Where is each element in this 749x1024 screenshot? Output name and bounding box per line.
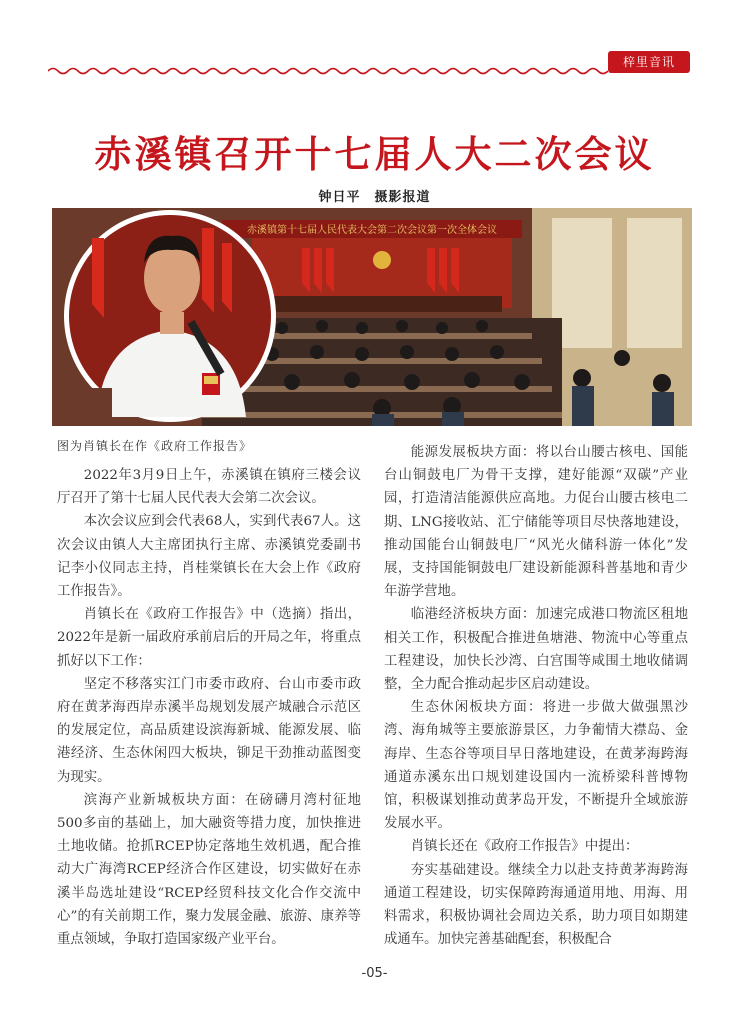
paragraph: 滨海产业新城板块方面：在磅礴月湾村征地500多亩的基础上，加大融资等措力度，加快推进土地收储。抢抓RCEP协定落地生效机遇，配合推动大广海湾RCEP经济合作区建设，切实做好在赤溪半岛选址建设“RCEP经贸科技文化合作交流中心”的有关前期工作，聚力发展金融、旅游、康养等重点领域，争取打造国家级产业平台。 (57, 792, 361, 948)
article-right-column (384, 441, 688, 951)
paragraph: 坚定不移落实江门市委市政府、台山市委市政府在黄茅海西岸赤溪半岛规划发展产城融合示范区的发展定位，高品质建设滨海新城、能源发展、临港经济、生态休闲四大板块，铆足干劲推动蓝图变为现实。 (57, 676, 361, 785)
article-byline: 钟日平 摄影报道 (318, 190, 431, 205)
article-left-column (57, 464, 361, 951)
article-title: 赤溪镇召开十七届人大二次会议 (94, 132, 655, 176)
paragraph: 肖镇长还在《政府工作报告》中提出： (410, 839, 639, 855)
paragraph: 2022年3月9日上午，赤溪镇在镇府三楼会议厅召开了第十七届人民代表大会第二次会议。 (57, 468, 361, 507)
paragraph: 本次会议应到会代表68人，实到代表67人。这次会议由镇人大主席团执行主席、赤溪镇党委副书记李小仪同志主持，肖桂棠镇长在大会上作《政府工作报告》。 (57, 514, 361, 600)
paragraph: 生态休闲板块方面：将进一步做大做强黑沙湾、海角城等主要旅游景区，力争葡情大襟岛、金海岸、生态谷等项目早日落地建设，在黄茅海跨海通道赤溪东出口规划建设国内一流桥梁科普博物馆，积极谋划推动黄茅岛开发，不断提升全域旅游发展水平。 (384, 700, 688, 832)
paragraph: 能源发展板块方面：将以台山腰古核电、国能台山铜鼓电厂为骨干支撑，建好能源“双碳”产业园，打造清洁能源供应高地。力促台山腰古核电二期、LNG接收站、汇宁储能等项目尽快落地建设，推动国能台山铜鼓电厂“风光火储科游一体化”发展，支持国能铜鼓电厂建设新能源科普基地和青少年游学营地。 (384, 445, 688, 600)
section-tag: 梓里音讯 (608, 51, 690, 73)
header-wave-divider (48, 66, 608, 76)
page-number: -05- (361, 966, 388, 981)
paragraph: 夯实基础建设。继续全力以赴支持黄茅海跨海通道工程建设，切实保障跨海通道用地、用海、用料需求，积极协调社会周边关系，助力项目如期建成通车。加快完善基础配套，积极配合 (384, 862, 688, 948)
paragraph: 临港经济板块方面：加速完成港口物流区租地相关工作，积极配合推进鱼塘港、物流中心等重点工程建设，加快长沙湾、白宫围等咸围土地收储调整，全力配合推动起步区启动建设。 (384, 607, 688, 693)
photo-caption: 图为肖镇长在作《政府工作报告》 (57, 439, 253, 453)
photo-banner-text: 赤溪镇第十七届人民代表大会第二次会议第一次全体会议 (247, 225, 497, 236)
paragraph: 肖镇长在《政府工作报告》中（选摘）指出，2022年是新一届政府承前启后的开局之年，将重点抓好以下工作： (57, 607, 361, 669)
meeting-photo (52, 208, 692, 426)
